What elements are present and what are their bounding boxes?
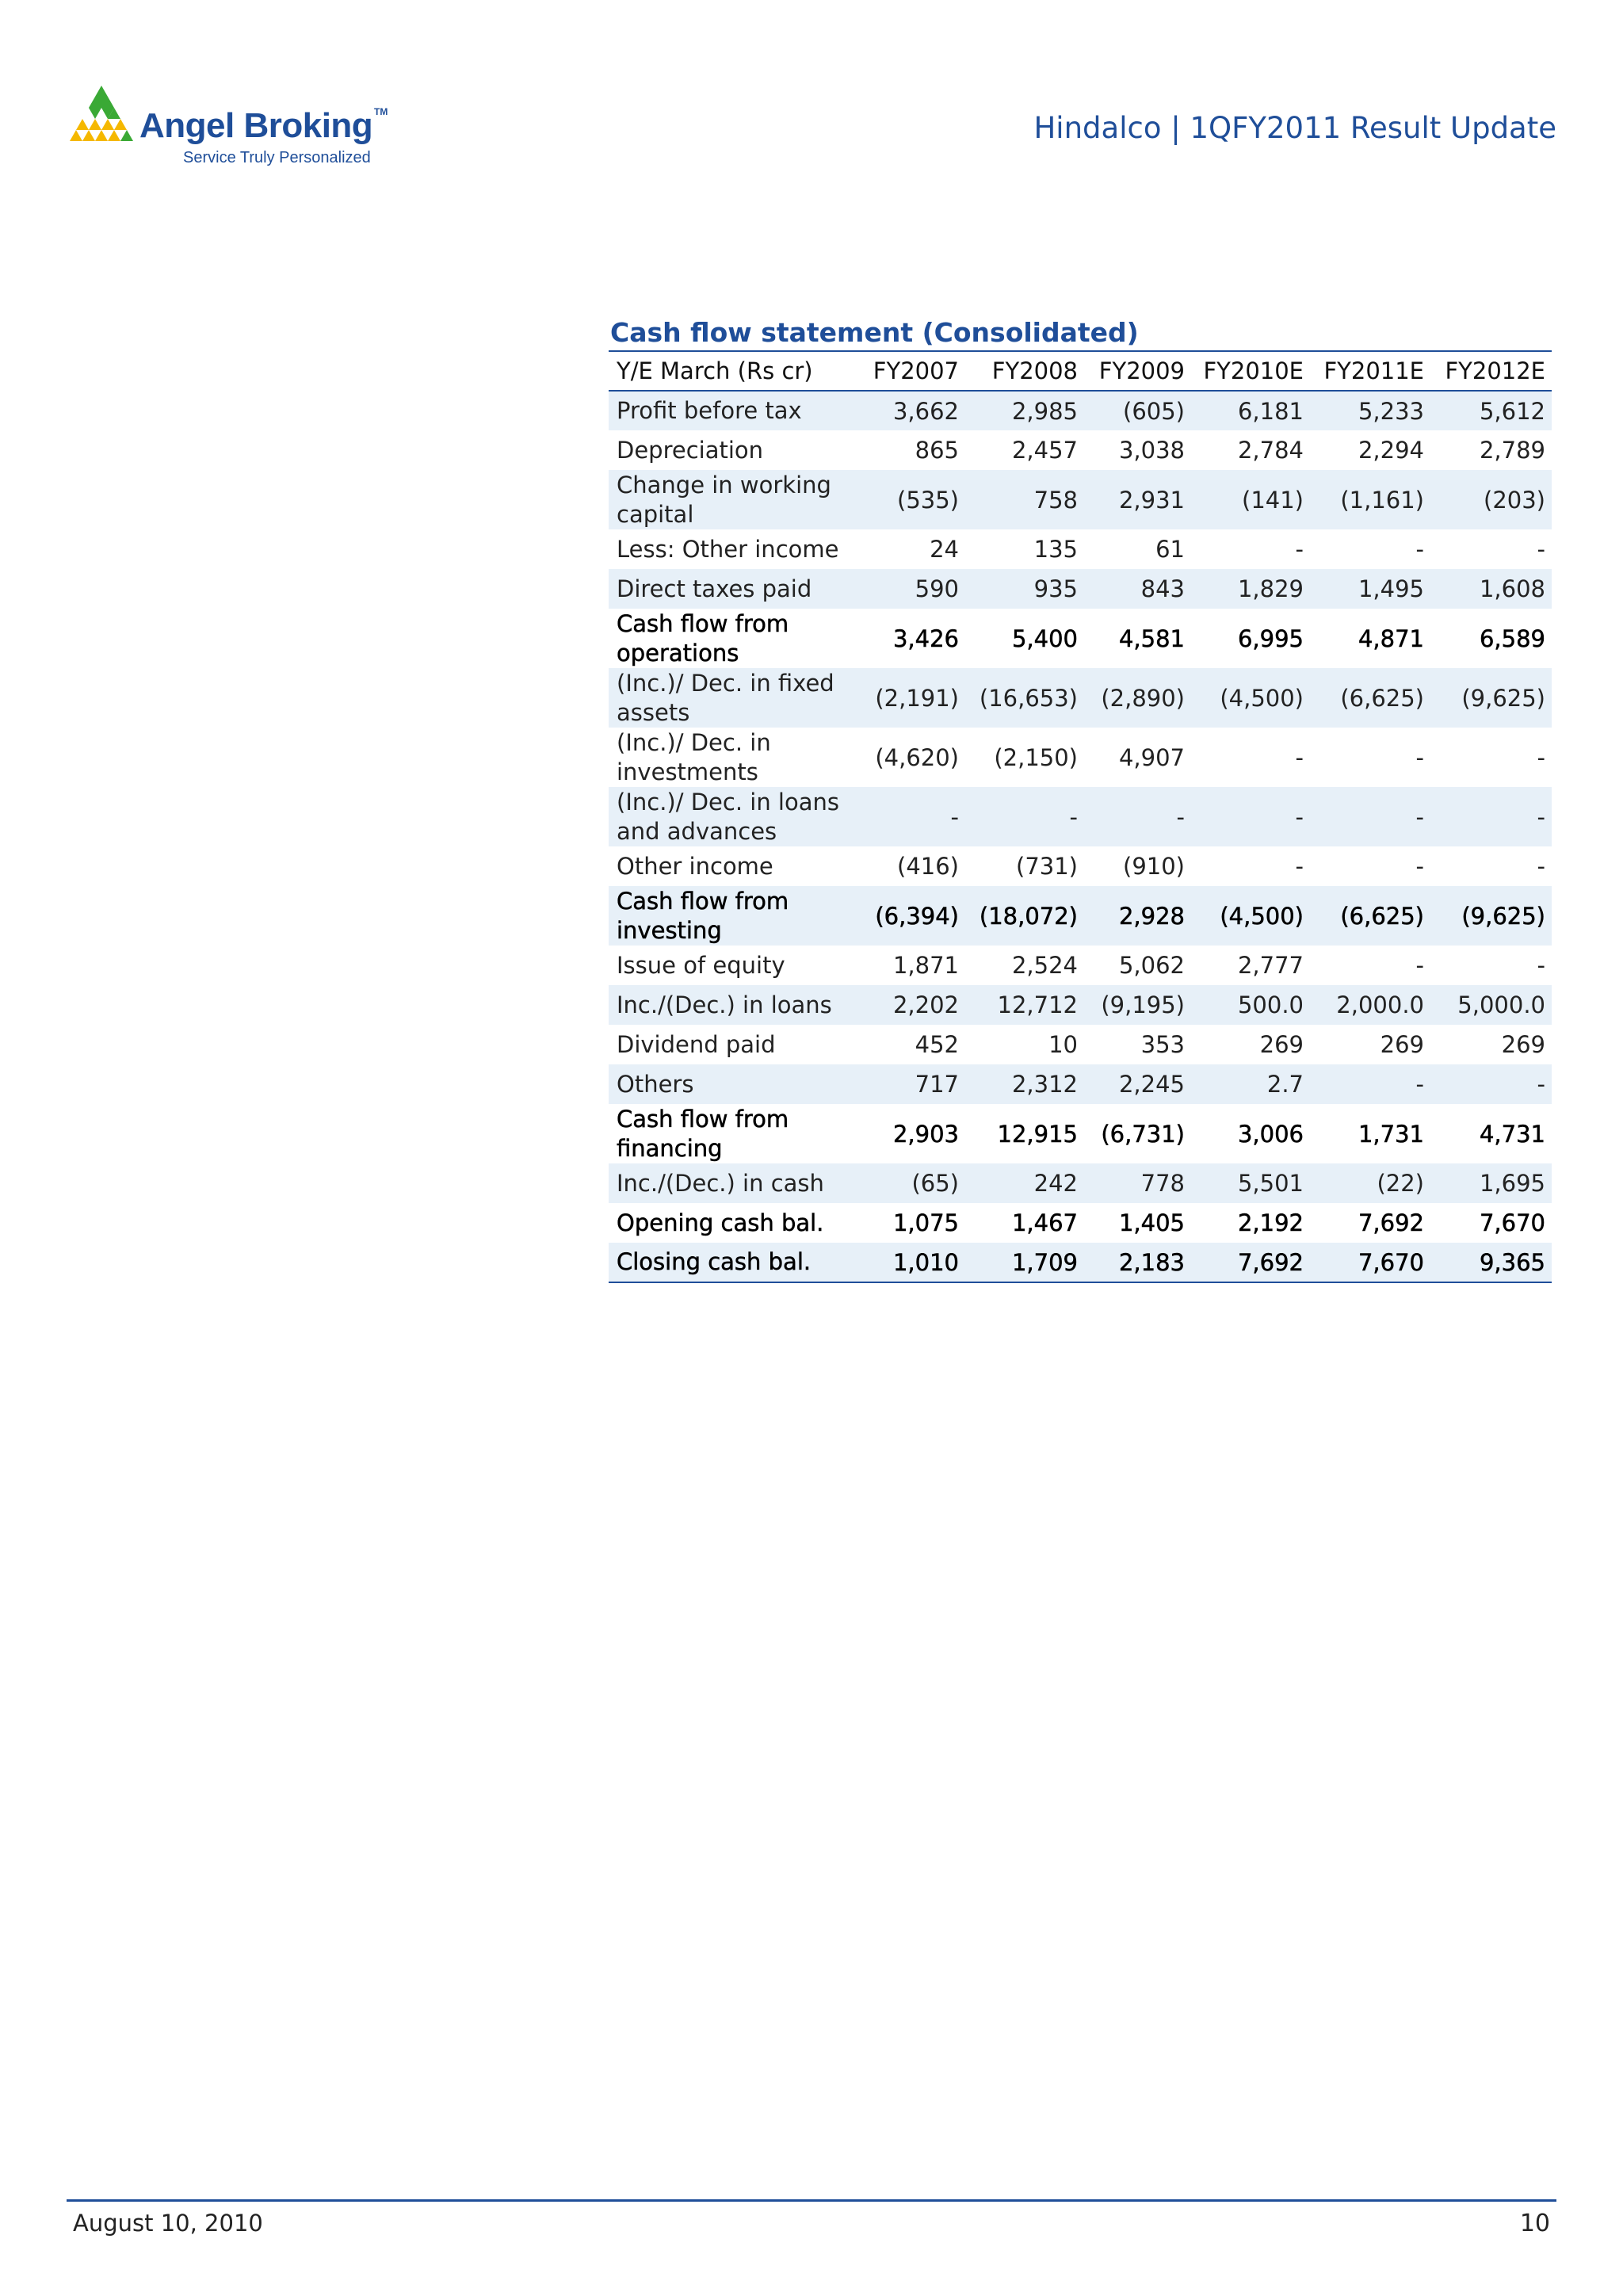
table-cell: 452 — [915, 1031, 959, 1058]
table-cell: (731) — [1016, 853, 1078, 880]
table-cell: - — [1415, 952, 1424, 979]
table-cell: (6,394) — [875, 902, 959, 930]
table-row — [609, 728, 1552, 787]
table-cell: 1,495 — [1358, 575, 1424, 602]
table-row — [609, 1243, 1552, 1282]
footer-divider — [67, 2199, 1556, 2202]
table-cell: 2.7 — [1266, 1071, 1304, 1098]
table-cell: 12,915 — [997, 1120, 1078, 1148]
table-cell: 2,903 — [892, 1120, 959, 1148]
table-cell: 758 — [1033, 486, 1078, 514]
table-row — [609, 985, 1552, 1025]
table-cell: (416) — [897, 853, 959, 880]
table-cell: 3,006 — [1237, 1120, 1304, 1148]
table-cell: 353 — [1140, 1031, 1185, 1058]
table-cell: 1,731 — [1358, 1120, 1424, 1148]
row-label: Opening cash bal. — [617, 1209, 824, 1236]
table-cell: (22) — [1377, 1170, 1424, 1197]
table-row — [609, 1163, 1552, 1203]
table-cell: 2,928 — [1118, 902, 1185, 930]
table-cell: 1,467 — [1011, 1209, 1078, 1236]
table-cell: (535) — [897, 486, 959, 514]
table-body — [609, 391, 1552, 1282]
table-cell: 5,501 — [1237, 1170, 1304, 1197]
table-cell: 1,829 — [1237, 575, 1304, 602]
table-cell: 5,062 — [1118, 952, 1185, 979]
table-cell: 4,907 — [1118, 743, 1185, 771]
table-cell: - — [1415, 803, 1424, 831]
table-cell: 2,985 — [1011, 397, 1078, 425]
table-cell: 843 — [1140, 575, 1185, 602]
table-cell: 7,670 — [1358, 1248, 1424, 1276]
table-row — [609, 668, 1552, 728]
column-header-label: Y/E March (Rs cr) — [617, 357, 813, 384]
column-header-year: FY2007 — [873, 357, 959, 384]
table-cell: - — [1069, 803, 1078, 831]
table-header-row — [609, 351, 1552, 391]
table-cell: (6,625) — [1340, 902, 1424, 930]
table-row — [609, 1104, 1552, 1163]
logo-triangle-icon — [70, 86, 133, 149]
table-cell: 1,405 — [1118, 1209, 1185, 1236]
table-cell: 3,662 — [892, 397, 959, 425]
row-label: Cash flow from financing — [617, 1105, 789, 1162]
table-cell: 24 — [930, 536, 959, 563]
table-cell: 865 — [915, 437, 959, 464]
logo-tagline: Service Truly Personalized — [183, 149, 371, 166]
table-cell: (910) — [1123, 853, 1185, 880]
page-number: 10 — [1519, 2210, 1550, 2237]
column-header-year: FY2011E — [1323, 357, 1424, 384]
table-cell: 2,457 — [1011, 437, 1078, 464]
table-row — [609, 1064, 1552, 1104]
table-cell: - — [1295, 743, 1304, 771]
row-label: Dividend paid — [617, 1030, 776, 1058]
logo-brand-text: Angel Broking — [139, 106, 373, 145]
table-cell: (6,625) — [1340, 684, 1424, 712]
table-cell: (1,161) — [1340, 486, 1424, 514]
row-label: Cash flow from investing — [617, 887, 789, 944]
table-cell: 5,612 — [1479, 397, 1545, 425]
table-cell: 2,245 — [1118, 1071, 1185, 1098]
table-cell: (18,072) — [979, 902, 1078, 930]
table-cell: 500.0 — [1237, 991, 1304, 1018]
table-row — [609, 430, 1552, 470]
row-label: (Inc.)/ Dec. in loans and advances — [617, 788, 839, 845]
footer-date: August 10, 2010 — [73, 2210, 263, 2237]
table-cell: 7,692 — [1237, 1248, 1304, 1276]
table-cell: 7,692 — [1358, 1209, 1424, 1236]
table-cell: 5,400 — [1011, 625, 1078, 652]
table-cell: 12,712 — [997, 991, 1078, 1018]
table-cell: 269 — [1259, 1031, 1304, 1058]
column-header-year: FY2010E — [1203, 357, 1304, 384]
table-cell: 2,524 — [1011, 952, 1078, 979]
table-cell: 935 — [1033, 575, 1078, 602]
table-cell: (65) — [911, 1170, 959, 1197]
table-row — [609, 787, 1552, 846]
table-cell: - — [1415, 536, 1424, 563]
table-cell: 590 — [915, 575, 959, 602]
table-cell: - — [1415, 1071, 1424, 1098]
table-cell: 269 — [1501, 1031, 1545, 1058]
table-cell: (4,500) — [1220, 902, 1304, 930]
row-label: Closing cash bal. — [617, 1248, 812, 1275]
row-label: Others — [617, 1070, 694, 1098]
table-cell: 2,192 — [1237, 1209, 1304, 1236]
table-row — [609, 1025, 1552, 1064]
table-cell: 5,000.0 — [1457, 991, 1545, 1018]
table-cell: 2,312 — [1011, 1071, 1078, 1098]
table-cell: - — [950, 803, 959, 831]
table-row — [609, 569, 1552, 609]
table-cell: (9,625) — [1461, 902, 1545, 930]
table-cell: 3,426 — [892, 625, 959, 652]
table-cell: - — [1415, 853, 1424, 880]
table-cell: 1,010 — [892, 1248, 959, 1276]
table-row — [609, 946, 1552, 985]
table-row — [609, 886, 1552, 946]
cash-flow-table-block — [609, 315, 1552, 1283]
row-label: Inc./(Dec.) in loans — [617, 991, 832, 1018]
table-cell: 2,202 — [892, 991, 959, 1018]
table-cell: 2,784 — [1237, 437, 1304, 464]
row-label: Profit before tax — [617, 397, 802, 424]
column-header-year: FY2009 — [1098, 357, 1185, 384]
row-label: Other income — [617, 852, 773, 880]
table-row — [609, 609, 1552, 668]
row-label: Direct taxes paid — [617, 575, 812, 602]
table-cell: 2,000.0 — [1336, 991, 1424, 1018]
table-cell: 5,233 — [1358, 397, 1424, 425]
table-cell: (2,890) — [1101, 684, 1185, 712]
table-cell: - — [1415, 743, 1424, 771]
table-cell: 10 — [1048, 1031, 1078, 1058]
table-cell: 2,294 — [1358, 437, 1424, 464]
table-cell: - — [1295, 536, 1304, 563]
table-cell: - — [1295, 853, 1304, 880]
table-cell: 2,931 — [1118, 486, 1185, 514]
table-cell: (605) — [1123, 397, 1185, 425]
column-header-year: FY2008 — [991, 357, 1078, 384]
table-cell: (203) — [1484, 486, 1545, 514]
table-cell: - — [1537, 803, 1545, 831]
table-cell: (141) — [1242, 486, 1304, 514]
table-cell: 1,871 — [892, 952, 959, 979]
table-cell: (9,625) — [1461, 684, 1545, 712]
table-cell: 61 — [1155, 536, 1185, 563]
logo-trademark: TM — [374, 106, 388, 117]
cash-flow-table — [609, 350, 1552, 1283]
table-cell: 9,365 — [1479, 1248, 1545, 1276]
row-label: (Inc.)/ Dec. in fixed assets — [617, 669, 834, 726]
table-cell: 7,670 — [1479, 1209, 1545, 1236]
row-label: Depreciation — [617, 436, 764, 464]
table-cell: - — [1537, 853, 1545, 880]
report-title: Hindalco | 1QFY2011 Result Update — [1033, 111, 1556, 145]
angel-broking-logo — [70, 84, 411, 171]
table-caption: Cash flow statement (Consolidated) — [610, 317, 1139, 348]
table-cell: - — [1295, 803, 1304, 831]
row-label: Less: Other income — [617, 535, 839, 563]
table-row — [609, 846, 1552, 886]
row-label: Cash flow from operations — [617, 609, 789, 667]
table-cell: 135 — [1033, 536, 1078, 563]
row-label: (Inc.)/ Dec. in investments — [617, 728, 771, 785]
table-cell: 4,731 — [1479, 1120, 1545, 1148]
table-cell: - — [1537, 1071, 1545, 1098]
table-cell: 1,075 — [892, 1209, 959, 1236]
table-cell: (6,731) — [1101, 1120, 1185, 1148]
table-cell: (2,191) — [875, 684, 959, 712]
table-cell: 1,608 — [1479, 575, 1545, 602]
table-cell: 2,183 — [1118, 1248, 1185, 1276]
table-cell: - — [1176, 803, 1185, 831]
table-row — [609, 470, 1552, 529]
table-cell: - — [1537, 952, 1545, 979]
table-cell: 4,871 — [1358, 625, 1424, 652]
table-cell: 2,789 — [1479, 437, 1545, 464]
table-row — [609, 391, 1552, 430]
table-cell: (2,150) — [994, 743, 1078, 771]
table-cell: (16,653) — [979, 684, 1078, 712]
table-cell: 717 — [915, 1071, 959, 1098]
table-cell: 6,995 — [1237, 625, 1304, 652]
table-cell: (4,500) — [1220, 684, 1304, 712]
table-cell: - — [1537, 536, 1545, 563]
table-cell: 4,581 — [1118, 625, 1185, 652]
table-cell: 242 — [1033, 1170, 1078, 1197]
table-cell: 6,181 — [1237, 397, 1304, 425]
table-cell: 778 — [1140, 1170, 1185, 1197]
row-label: Change in working capital — [617, 471, 831, 528]
table-cell: 2,777 — [1237, 952, 1304, 979]
table-cell: (9,195) — [1101, 991, 1185, 1018]
table-cell: 1,709 — [1011, 1248, 1078, 1276]
table-cell: (4,620) — [875, 743, 959, 771]
row-label: Inc./(Dec.) in cash — [617, 1169, 824, 1197]
table-row — [609, 529, 1552, 569]
table-row — [609, 1203, 1552, 1243]
row-label: Issue of equity — [617, 951, 785, 979]
table-cell: - — [1537, 743, 1545, 771]
table-cell: 6,589 — [1479, 625, 1545, 652]
table-cell: 269 — [1380, 1031, 1424, 1058]
table-cell: 3,038 — [1118, 437, 1185, 464]
table-cell: 1,695 — [1479, 1170, 1545, 1197]
column-header-year: FY2012E — [1445, 357, 1545, 384]
